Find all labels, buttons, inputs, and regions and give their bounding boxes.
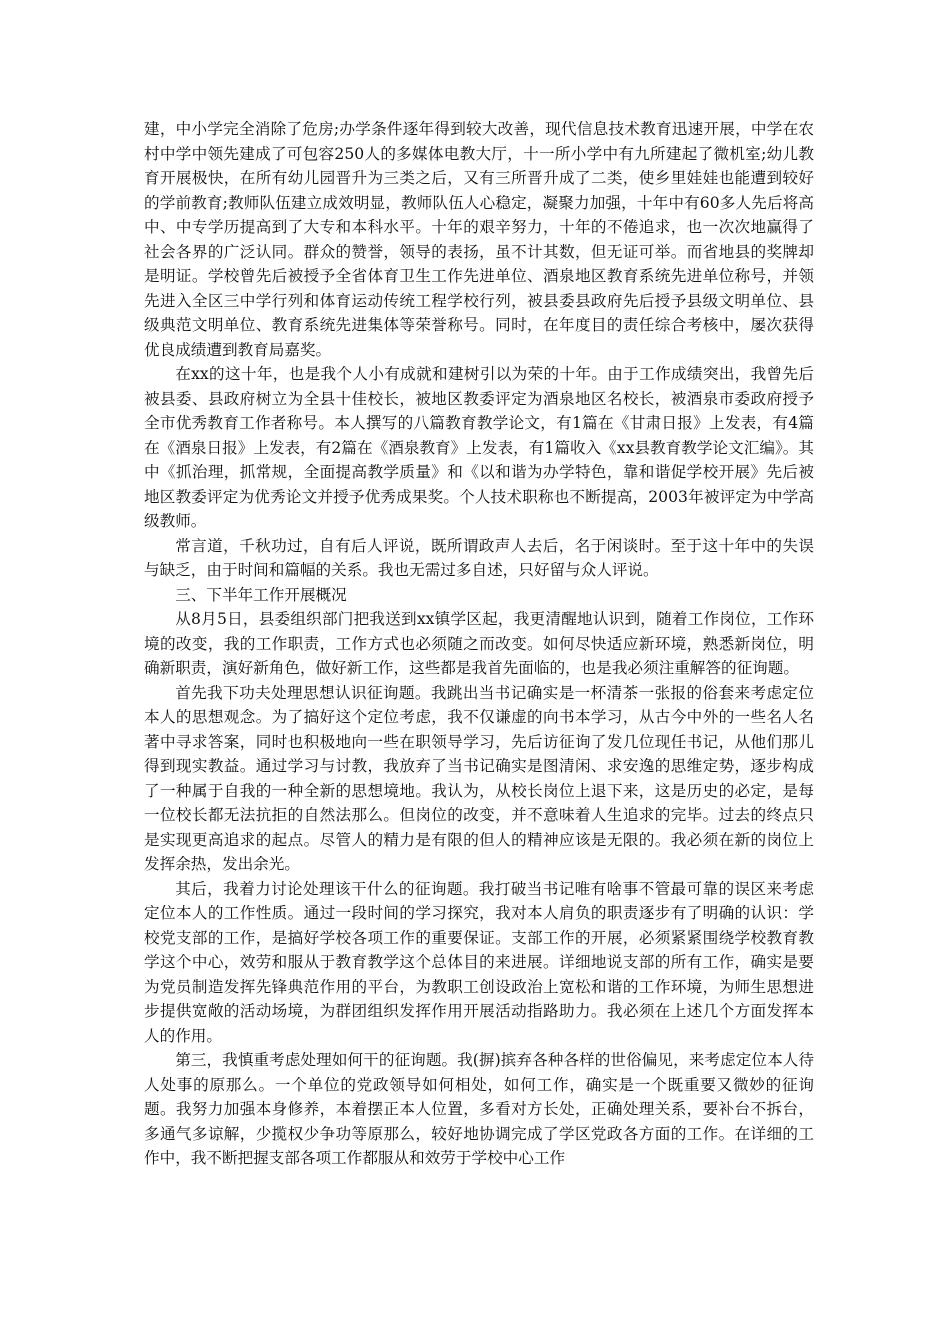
paragraph-3: 常言道，千秋功过，自有后人评说，既所谓政声人去后，名于闲谈时。至于这十年中的失误与缺乏，由于时间和篇幅的关系。我也无需过多自述，只好留与众人评说。: [144, 536, 814, 579]
document-body: [144, 117, 814, 1171]
paragraph-8: 第三，我慎重考虑处理如何干的征询题。我(摒)摈弃各种各样的世俗偏见，来考虑定位本人待人处事的原那么。一个单位的党政领导如何相处，如何工作，确实是一个既重要又微妙的征询题。我努力加强本身修养，本着摆正本人位置，多看对方长处，正确处理关系，要补台不拆台，多通气多谅解，少揽权少争功等原那么，较好地协调完成了学区党政各方面的工作。在详细的工作中，我不断把握支部各项工作都服从和效劳于学校中心工作: [144, 1051, 814, 1167]
paragraph-7: 其后，我着力讨论处理该干什么的征询题。我打破当书记唯有啥事不管最可靠的误区来考虑定位本人的工作性质。通过一段时间的学习探究，我对本人肩负的职责逐步有了明确的认识：学校党支部的工作，是搞好学校各项工作的重要保证。支部工作的开展，必须紧紧围绕学校教育教学这个中心，效劳和服从于教育教学这个总体目的来进展。详细地说支部的所有工作，确实是要为党员制造发挥先锋典范作用的平台，为教职工创设政治上宽松和谐的工作环境，为师生思想进步提供宽敞的活动场境，为群团组织发挥作用开展活动指路助力。我必须在上述几个方面发挥本人的作用。: [144, 879, 814, 1045]
section-heading: 三、下半年工作开展概况: [175, 585, 347, 604]
paragraph-2: 在xx的这十年，也是我个人小有成就和建树引以为荣的十年。由于工作成绩突出，我曾先后被县委、县政府树立为全县十佳校长，被地区教委评定为酒泉地区名校长，被酒泉市委政府授予全市优秀教育工作者称号。本人撰写的八篇教育教学论文，有1篇在《甘肃日报》上发表，有4篇在《酒泉日报》上发表，有2篇在《酒泉教育》上发表，有1篇收入《xx县教育教学论文汇编》。其中《抓治理，抓常规，全面提高教学质量》和《以和谐为办学特色，靠和谐促学校开展》先后被地区教委评定为优秀论文并授予优秀成果奖。个人技术职称也不断提高，2003年被评定为中学高级教师。: [144, 365, 814, 530]
paragraph-5: 从8月5日，县委组织部门把我送到xx镇学区起，我更清醒地认识到，随着工作岗位，工作环境的改变，我的工作职责，工作方式也必须随之而改变。如何尽快适应新环境，熟悉新岗位，明确新职责，演好新角色，做好新工作，这些都是我首先面临的，也是我必须注重解答的征询题。: [144, 610, 814, 677]
paragraph-1: 建，中小学完全消除了危房;办学条件逐年得到较大改善，现代信息技术教育迅速开展，中学在农村中学中领先建成了可包容250人的多媒体电教大厅，十一所小学中有九所建起了微机室;幼儿教育开展极快，在所有幼儿园晋升为三类之后，又有三所晋升成了二类，使乡里娃娃也能遭到较好的学前教育;教师队伍建立成效明显，教师队伍人心稳定，凝聚力加强，十年中有60多人先后将高中、中专学历提高到了大专和本科水平。十年的艰辛努力，十年的不倦追求，也一次次地赢得了社会各界的广泛认同。群众的赞誉，领导的表扬，虽不计其数，但无证可举。而省地县的奖牌却是明证。学校曾先后被授予全省体育卫生工作先进单位、酒泉地区教育系统先进单位称号，并领先进入全区三中学行列和体育运动传统工程学校行列，被县委县政府先后授予县级文明单位、县级典范文明单位、教育系统先进集体等荣誉称号。同时，在年度目的责任综合考核中，屡次获得优良成绩遭到教育局嘉奖。: [144, 120, 814, 359]
paragraph-6: 首先我下功夫处理思想认识征询题。我跳出当书记确实是一杯清茶一张报的俗套来考虑定位本人的思想观念。为了搞好这个定位考虑，我不仅谦虚的向书本学习，从古今中外的一些名人名著中寻求答案，同时也积极地向一些在职领导学习，先后访征询了发几位现任书记，从他们那儿得到现实教益。通过学习与讨教，我放弃了当书记确实是图清闲、求安逸的思维定势，逐步构成了一种属于自我的一种全新的思想境地。我认为，从校长岗位上退下来，这是历史的必定，是每一位校长都无法抗拒的自然法那么。但岗位的改变，并不意味着人生追求的完毕。过去的终点只是实现更高追求的起点。尽管人的精力是有限的但人的精神应该是无限的。我必须在新的岗位上发挥余热，发出余光。: [144, 683, 814, 873]
